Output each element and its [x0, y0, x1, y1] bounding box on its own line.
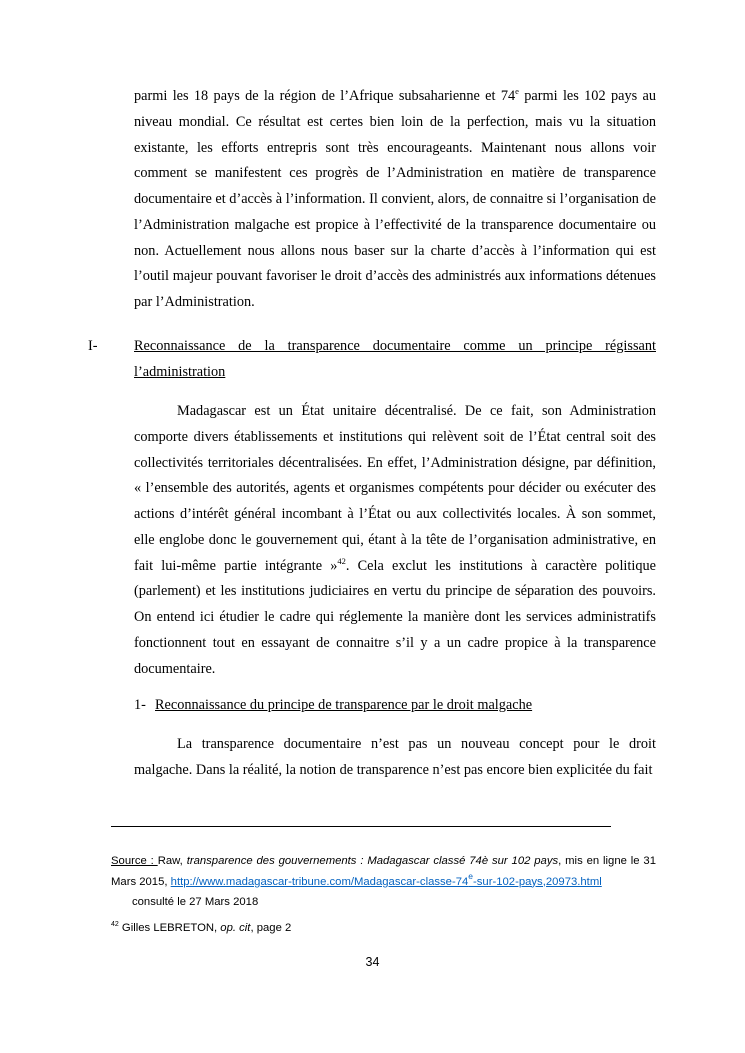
subsection-title: Reconnaissance du principe de transparence par le droit malgache: [155, 697, 533, 713]
footnote-separator: [111, 826, 611, 827]
paragraph-2-text-end: . Cela exclut les institutions à caractère politique (parlement) et les institutions judiciaires en vertu du principe de séparation des pouvoirs. On entend ici étudier le cadre qui réglemente la manière dont les services administratifs fonctionnent tout en essayant de connaitre s’il y a un cadre propice à la transparence documentaire.: [134, 557, 656, 677]
footnote-reference-42[interactable]: 42: [337, 555, 346, 566]
section-heading: Reconnaissance de la transparence documentaire comme un principe régissant l’administration: [134, 338, 656, 380]
footnote-42-page: , page 2: [250, 922, 292, 934]
footnote-42-number: 42: [111, 921, 119, 928]
subsection-number: 1-: [134, 697, 146, 713]
footnote-42-ref: op. cit: [220, 922, 251, 934]
footnote-source-title: transparence des gouvernements : Madagascar classé 74è sur 102 pays: [186, 855, 559, 867]
footnote-source-label: Source :: [111, 855, 158, 867]
paragraph-3: La transparence documentaire n’est pas un nouveau concept pour le droit malgache. Dans la réalité, la notion de transparence n’est pas encore bien explicitée du fait: [134, 736, 656, 778]
paragraph-2: [134, 399, 656, 682]
footnote-source-link[interactable]: http://www.madagascar-tribune.com/Madagascar-classe-74e-sur-102-pays,20973.html: [170, 870, 602, 888]
paragraph-1-text-start: parmi les 18 pays de la région de l’Afrique subsaharienne et 74: [134, 88, 516, 104]
footnote-source-author: Raw,: [157, 855, 187, 867]
section-number: I-: [88, 338, 98, 354]
footnote-source-consulted: consulté le 27 Mars 2018: [132, 896, 259, 908]
footnote-42: [111, 918, 291, 939]
paragraph-1-text-end: parmi les 102 pays au niveau mondial. Ce résultat est certes bien loin de la perfection, mais vu la situation existante, les efforts entrepris sont très encourageants. Maintenant nous allons voir comment se manifestent ces progrès de l’Administration en matière de transparence documentaire et d’accès à l’information. Il convient, alors, de connaitre si l’organisation de l’Administration malgache est propice à l’effectivité de la transparence documentaire ou non. Actuellement nous allons nous baser sur la charte d’accès à l’information qui est l’outil majeur pouvant favoriser le droit d’accès des administrés aux informations détenues par l’Administration.: [134, 88, 656, 310]
subsection-heading: [134, 693, 656, 718]
paragraph-2-text-start: Madagascar est un État unitaire décentralisé. De ce fait, son Administration comporte divers établissements et institutions qui relèvent soit de l’État central soit des collectivités territoriales décentralisées. En effet, l’Administration désigne, par définition, « l’ensemble des autorités, agents et organismes compétents pour décider ou exécuter des actions d’intérêt général incombant à l’État ou aux collectivités locales. À son sommet, elle englobe donc le gouvernement qui, étant à la tête de l’organisation administrative, en fait lui-même partie intégrante »: [134, 403, 656, 574]
page-number: 34: [365, 955, 380, 969]
footnote-42-author: Gilles LEBRETON,: [118, 922, 221, 934]
paragraph-1: [134, 84, 656, 316]
superscript-e: e: [515, 86, 519, 96]
footnote-source: [111, 851, 656, 913]
footnote-source-online-date: , mis en ligne le 31 Mars 2015,: [111, 855, 656, 888]
